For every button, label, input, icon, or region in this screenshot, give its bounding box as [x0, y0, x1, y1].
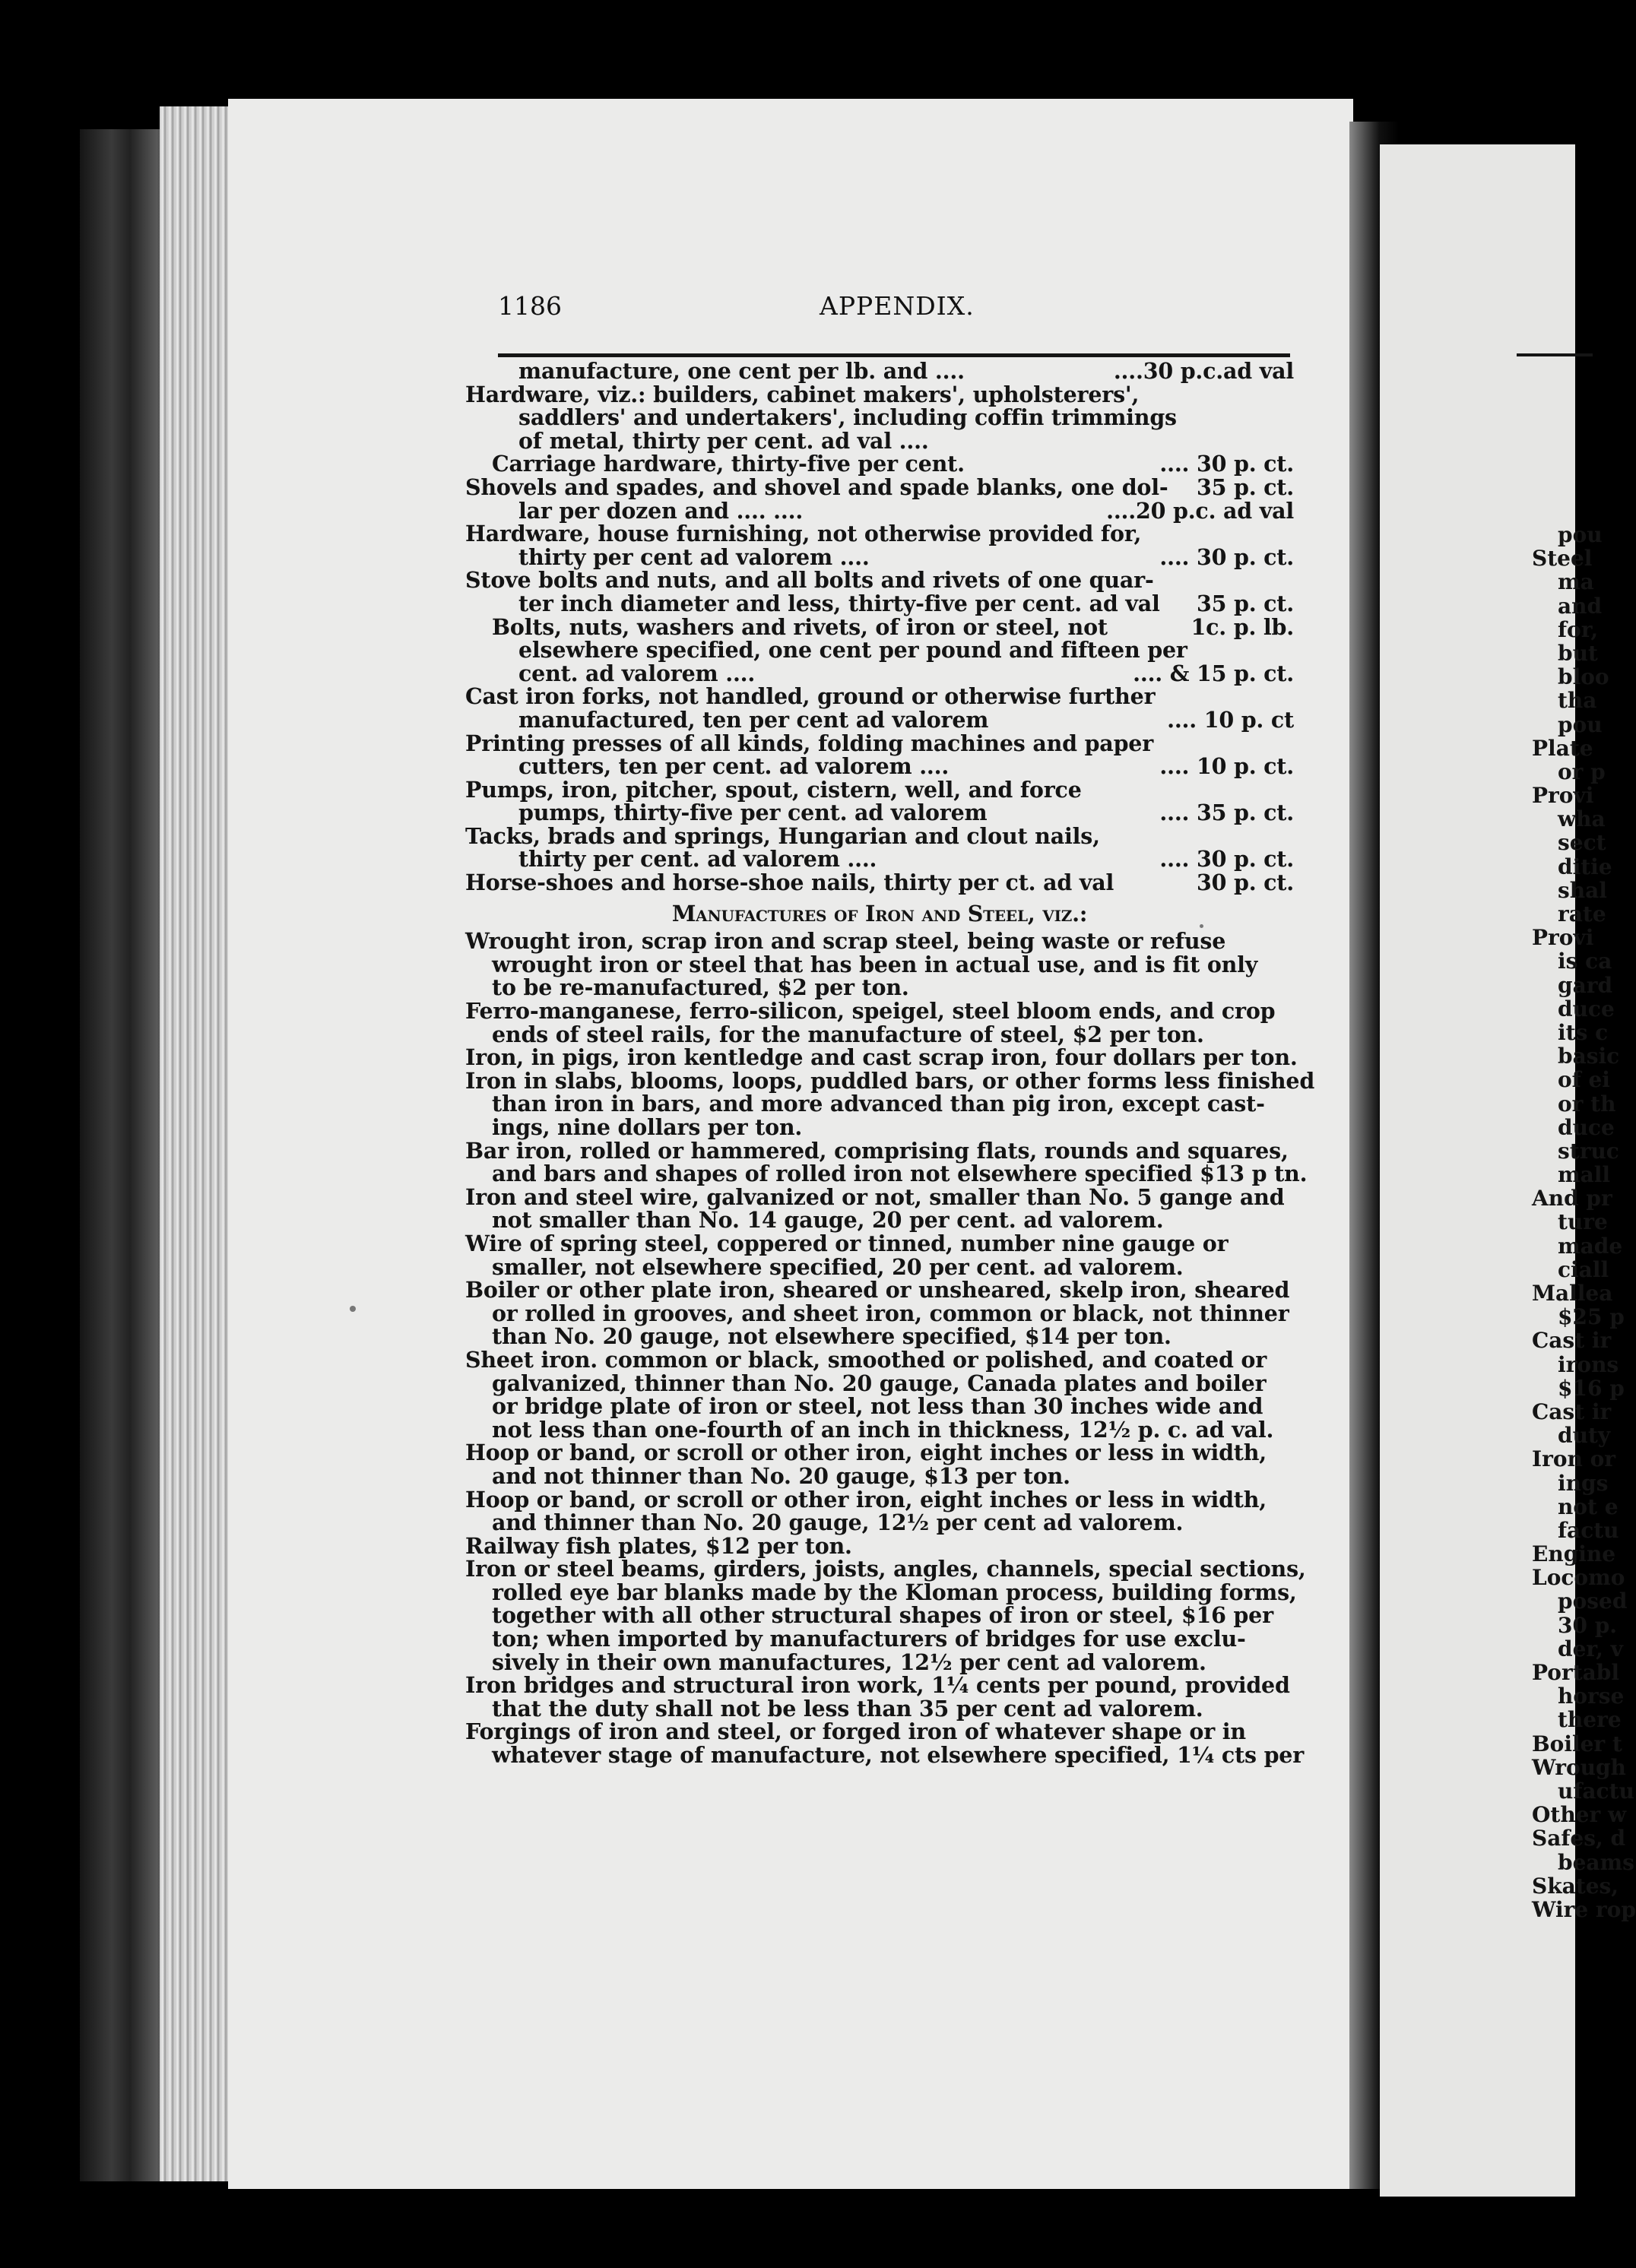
body-line — [465, 999, 1294, 1023]
body-line — [465, 1348, 1294, 1372]
right-page-line: beams — [1558, 1849, 1634, 1875]
body-line — [465, 930, 1294, 953]
speck — [1200, 924, 1203, 928]
tariff-item-text: lar per dozen and .... .... — [518, 497, 804, 524]
right-page-line: ture — [1558, 1209, 1608, 1235]
tariff-item-text: cent. ad valorem .... — [518, 660, 756, 686]
page-body — [465, 358, 1315, 1769]
right-page-line: ings — [1558, 1470, 1609, 1496]
body-line-text: rolled eye bar blanks made by the Kloman process, building forms, — [492, 1579, 1297, 1605]
right-page-line: $25 p — [1558, 1304, 1625, 1330]
tariff-item-text: Pumps, iron, pitcher, spout, cistern, well, and force — [465, 776, 1082, 803]
tariff-line — [465, 429, 1294, 453]
right-page-line: Wrough — [1532, 1754, 1626, 1780]
body-line-text: or bridge plate of iron or steel, not less than 30 inches wide and — [492, 1393, 1263, 1420]
tariff-item-text: ter inch diameter and less, thirty-five per cent. ad val — [518, 590, 1160, 616]
tariff-item-text: Hardware, house furnishing, not otherwise provided for, — [465, 521, 1142, 547]
right-page-line: Mallea — [1532, 1281, 1613, 1306]
right-page-line: posed — [1558, 1589, 1628, 1614]
tariff-line — [465, 822, 1294, 849]
right-page-line: gard — [1558, 972, 1613, 998]
body-line-text: Iron, in pigs, iron kentledge and cast scrap iron, four dollars per ton. — [465, 1044, 1298, 1071]
tariff-item-text: manufactured, ten per cent ad valorem — [518, 706, 989, 733]
tariff-line — [465, 543, 1294, 570]
tariff-item-text: Bolts, nuts, washers and rivets, of iron or steel, not — [492, 613, 1108, 640]
right-page-text — [1532, 523, 1636, 1921]
body-line — [465, 1139, 1294, 1163]
body-line — [465, 1183, 1294, 1210]
right-page-line: bloo — [1558, 664, 1609, 690]
tariff-rate: .... 10 p. ct. — [1159, 753, 1294, 780]
body-line-text: Iron and steel wire, galvanized or not, smaller than No. 5 gange and — [465, 1183, 1285, 1210]
body-line-text: Hoop or band, or scroll or other iron, eight inches or less in width, — [465, 1440, 1267, 1466]
body-line — [465, 1092, 1294, 1116]
right-page-rule — [1517, 353, 1593, 356]
body-line — [465, 1044, 1298, 1071]
tariff-item-text: thirty per cent ad valorem .... — [518, 543, 870, 570]
right-page-fragment — [1380, 144, 1636, 2197]
body-line — [465, 953, 1294, 977]
right-page-line: Boiler t — [1532, 1731, 1622, 1756]
right-page-line: horse — [1558, 1684, 1625, 1709]
body-line — [465, 1253, 1294, 1280]
tariff-line — [465, 871, 1294, 895]
body-line — [465, 1232, 1294, 1256]
right-page-line: pou — [1558, 522, 1603, 547]
right-page-line: is ca — [1558, 949, 1612, 974]
body-line — [465, 1674, 1294, 1697]
right-page-line: ditie — [1558, 854, 1612, 879]
tariff-rate: 35 p. ct. — [1197, 474, 1294, 500]
tariff-line — [465, 685, 1294, 708]
body-line-text: ends of steel rails, for the manufacture of steel, $2 per ton. — [492, 1021, 1204, 1047]
body-line-text: not less than one-fourth of an inch in thickness, 12½ p. c. ad val. — [492, 1416, 1274, 1443]
right-page-line: Provi — [1532, 783, 1594, 809]
tariff-item-text: Stove bolts and nuts, and all bolts and rivets of one quar- — [465, 567, 1154, 594]
right-page-line: Engine — [1532, 1541, 1616, 1567]
body-line — [465, 1161, 1308, 1187]
right-page-line: Portabl — [1532, 1660, 1620, 1685]
body-line-text: smaller, not elsewhere specified, 20 per cent. ad valorem. — [492, 1253, 1184, 1280]
right-page-line: and — [1558, 593, 1603, 619]
right-page-line: but — [1558, 640, 1598, 666]
body-line-text: ton; when imported by manufacturers of bridges for use exclu- — [492, 1626, 1246, 1652]
body-line — [465, 1441, 1294, 1465]
right-page-line: for, — [1558, 616, 1599, 642]
right-page-line: $16 p — [1558, 1375, 1625, 1401]
tariff-line — [465, 569, 1294, 592]
right-page-line: or p — [1558, 759, 1606, 784]
body-line — [465, 1511, 1294, 1535]
right-page-line: factu — [1558, 1517, 1619, 1543]
tariff-item-text: Shovels and spades, and shovel and spade blanks, one dol- — [465, 474, 1168, 500]
body-line-text: Wire of spring steel, coppered or tinned, number nine gauge or — [465, 1230, 1229, 1256]
tariff-rate: 35 p. ct. — [1197, 590, 1294, 616]
right-page-line: Provi — [1532, 925, 1594, 951]
body-line — [465, 1579, 1297, 1605]
body-line-text: than iron in bars, and more advanced than pig iron, except cast- — [492, 1091, 1265, 1117]
tariff-line — [465, 452, 1294, 476]
right-page-line: Cast ir — [1532, 1328, 1612, 1354]
body-line — [465, 1604, 1294, 1627]
body-line-text: Boiler or other plate iron, sheared or unsheared, skelp iron, sheared — [465, 1277, 1290, 1303]
body-line-text: whatever stage of manufacture, not elsewhere specified, 1¼ cts per — [492, 1742, 1305, 1769]
right-page-line: ma — [1558, 569, 1594, 595]
body-line-text: to be re-manufactured, $2 per ton. — [492, 974, 909, 1001]
body-line — [465, 1720, 1294, 1744]
tariff-line — [465, 476, 1294, 499]
tariff-line — [465, 847, 1294, 871]
tariff-line — [465, 383, 1294, 407]
body-line — [465, 1651, 1294, 1674]
body-line — [465, 1325, 1294, 1348]
right-page-line: irons — [1558, 1351, 1619, 1377]
right-page-line: Cast ir — [1532, 1398, 1612, 1424]
right-page-line: Locomo — [1532, 1565, 1625, 1591]
right-page-line: pou — [1558, 711, 1603, 737]
right-page-line: Other w — [1532, 1802, 1627, 1828]
right-page-line: Iron or — [1532, 1446, 1616, 1472]
right-page-line: And pr — [1532, 1186, 1612, 1212]
tariff-line — [465, 638, 1294, 662]
body-line-text: sively in their own manufactures, 12½ per cent ad valorem. — [492, 1649, 1206, 1675]
body-line-text: Ferro-manganese, ferro-silicon, speigel, steel bloom ends, and crop — [465, 998, 1276, 1025]
body-line-text: Sheet iron. common or black, smoothed or polished, and coated or — [465, 1346, 1267, 1373]
tariff-line — [465, 406, 1294, 429]
tariff-rate: ....20 p.c. ad val — [1106, 497, 1294, 524]
tariff-rate: .... 30 p. ct. — [1159, 543, 1294, 570]
tariff-item-text: cutters, ten per cent. ad valorem .... — [518, 753, 950, 780]
tariff-item-text: manufacture, one cent per lb. and .... — [518, 358, 965, 384]
body-line — [465, 1302, 1294, 1326]
body-line — [465, 1116, 1294, 1139]
speck — [350, 1306, 356, 1312]
right-page-line: ufactu — [1558, 1778, 1634, 1804]
body-line-text: Hoop or band, or scroll or other iron, eight inches or less in width, — [465, 1486, 1267, 1513]
right-page-line: basic — [1558, 1044, 1620, 1069]
body-line-text: Wrought iron, scrap iron and scrap steel, being waste or refuse — [465, 928, 1226, 955]
body-line — [465, 1532, 1294, 1559]
tariff-rate: .... 10 p. ct — [1167, 706, 1294, 733]
right-page-line: struc — [1558, 1138, 1619, 1164]
right-page-line: rate — [1558, 901, 1606, 927]
body-line — [465, 976, 1294, 999]
body-line-text: Iron bridges and structural iron work, 1¼ cents per pound, provided — [465, 1672, 1290, 1699]
right-page-line: or th — [1558, 1091, 1616, 1117]
right-page-line: not e — [1558, 1494, 1619, 1519]
body-line — [465, 1067, 1315, 1094]
tariff-line — [465, 708, 1294, 732]
body-line — [465, 1023, 1294, 1047]
tariff-item-text: elsewhere specified, one cent per pound and fifteen per — [518, 637, 1187, 664]
body-line-text: wrought iron or steel that has been in actual use, and is fit only — [492, 951, 1258, 977]
body-line-text: Forgings of iron and steel, or forged iron of whatever shape or in — [465, 1718, 1246, 1745]
body-line-text: not smaller than No. 14 gauge, 20 per cent. ad valorem. — [492, 1207, 1164, 1234]
body-line-text: ings, nine dollars per ton. — [492, 1114, 803, 1140]
book-spine — [80, 129, 171, 2181]
right-page-line: of ei — [1558, 1067, 1610, 1093]
body-line — [465, 1556, 1306, 1582]
body-line-text: than No. 20 gauge, not elsewhere specified, $14 per ton. — [492, 1323, 1172, 1350]
body-line-text: or rolled in grooves, and sheet iron, common or black, not thinner — [492, 1300, 1289, 1326]
tariff-item-text: Printing presses of all kinds, folding machines and paper — [465, 730, 1154, 756]
tariff-line — [465, 592, 1294, 616]
tariff-line — [465, 499, 1294, 523]
body-line — [465, 1208, 1294, 1232]
body-line-text: Bar iron, rolled or hammered, comprising flats, rounds and squares, — [465, 1137, 1289, 1164]
right-page-line: Skates, — [1532, 1873, 1619, 1899]
tariff-item-text: of metal, thirty per cent. ad val .... — [518, 427, 929, 454]
body-line-text: Iron in slabs, blooms, loops, puddled bars, or other forms less finished — [465, 1067, 1315, 1094]
tariff-rate: 30 p. ct. — [1197, 870, 1294, 896]
tariff-line — [465, 662, 1294, 686]
tariff-item-text: Horse-shoes and horse-shoe nails, thirty per ct. ad val — [465, 870, 1114, 896]
running-title: APPENDIX. — [820, 291, 975, 321]
tariff-line — [465, 613, 1294, 640]
tariff-item-text: Tacks, brads and springs, Hungarian and clout nails, — [465, 822, 1100, 849]
tariff-line — [465, 732, 1294, 755]
right-page-line: there — [1558, 1707, 1622, 1733]
right-page-line: shal — [1558, 877, 1607, 903]
body-line — [465, 1697, 1294, 1721]
tariff-rate: 1c. p. lb. — [1191, 613, 1294, 640]
tariff-item-text: thirty per cent. ad valorem .... — [518, 846, 877, 873]
body-line-text: galvanized, thinner than No. 20 gauge, Canada plates and boiler — [492, 1370, 1267, 1396]
tariff-rate: .... 30 p. ct. — [1159, 846, 1294, 873]
right-page-line: der, v — [1558, 1636, 1623, 1661]
tariff-line — [465, 522, 1294, 546]
body-line-text: together with all other structural shapes of iron or steel, $16 per — [492, 1602, 1273, 1629]
right-page-line: ciall — [1558, 1256, 1609, 1282]
section-heading: Manufactures of Iron and Steel, viz.: — [671, 900, 1088, 927]
right-page-line: Plate — [1532, 735, 1593, 761]
tariff-rate: .... 30 p. ct. — [1159, 451, 1294, 477]
right-page-line: duce — [1558, 1114, 1615, 1140]
right-page-line: its c — [1558, 1019, 1609, 1045]
right-page-line: mall — [1558, 1162, 1611, 1188]
tariff-rate: ....30 p.c.ad val — [1113, 358, 1294, 384]
right-page-line: sect — [1558, 830, 1606, 856]
body-line — [465, 1278, 1294, 1302]
body-line — [465, 1742, 1305, 1769]
body-line — [465, 1395, 1294, 1418]
right-page-line: wha — [1558, 806, 1606, 832]
tariff-rate: .... 35 p. ct. — [1159, 800, 1294, 826]
right-page-line: 30 p. — [1558, 1612, 1618, 1638]
body-line — [465, 1462, 1294, 1489]
body-line — [465, 1627, 1294, 1651]
right-page-line: Wire rop — [1532, 1896, 1636, 1922]
right-page-line: duce — [1558, 996, 1615, 1022]
tariff-line — [465, 801, 1294, 825]
tariff-line — [465, 755, 1294, 778]
body-line-text: that the duty shall not be less than 35 per cent ad valorem. — [492, 1695, 1203, 1722]
body-line-text: Railway fish plates, $12 per ton. — [465, 1532, 852, 1559]
right-page-line: made — [1558, 1233, 1623, 1259]
tariff-item-text: Carriage hardware, thirty-five per cent. — [492, 451, 965, 477]
tariff-item-text: Hardware, viz.: builders, cabinet makers', upholsterers', — [465, 381, 1140, 407]
tariff-item-text: pumps, thirty-five per cent. ad valorem — [518, 800, 988, 826]
header-rule — [498, 353, 1290, 357]
page-number: 1186 — [498, 291, 562, 321]
tariff-rate: .... & 15 p. ct. — [1133, 660, 1294, 686]
body-line-text: and bars and shapes of rolled iron not elsewhere specified $13 p tn. — [492, 1161, 1308, 1187]
tariff-item-text: Cast iron forks, not handled, ground or otherwise further — [465, 683, 1156, 710]
body-line-text: and not thinner than No. 20 gauge, $13 per ton. — [492, 1462, 1070, 1489]
body-line-text: and thinner than No. 20 gauge, 12½ per cent ad valorem. — [492, 1509, 1184, 1536]
tariff-line — [465, 360, 1294, 383]
body-line — [465, 1372, 1294, 1395]
tariff-item-text: saddlers' and undertakers', including coffin trimmings — [518, 404, 1177, 431]
right-page-line: Steel — [1532, 546, 1593, 572]
tariff-line — [465, 778, 1294, 802]
body-line — [465, 1488, 1294, 1512]
right-page-line: Safes, d — [1532, 1826, 1626, 1851]
right-page-line: duty — [1558, 1423, 1611, 1449]
right-page-line: tha — [1558, 688, 1597, 714]
body-line-text: Iron or steel beams, girders, joists, angles, channels, special sections, — [465, 1556, 1306, 1582]
body-line — [465, 1418, 1294, 1442]
